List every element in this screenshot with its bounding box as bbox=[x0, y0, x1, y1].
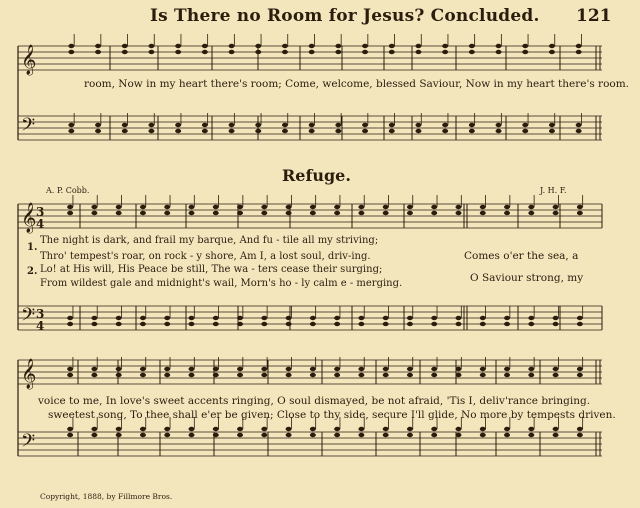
system3-bass-note bbox=[213, 427, 219, 431]
system1-bass-note bbox=[549, 123, 555, 127]
system1-bass-note bbox=[415, 123, 421, 127]
system3-treble-note bbox=[528, 367, 534, 371]
system3-bass-note bbox=[67, 433, 73, 437]
system3-bass-note bbox=[431, 433, 437, 437]
system2-treble-note bbox=[164, 205, 170, 209]
system1-bass-note bbox=[202, 129, 208, 133]
system1-bass-note bbox=[362, 123, 368, 127]
system2-treble-note bbox=[553, 211, 559, 215]
author-left: A. P. Cobb. bbox=[46, 186, 90, 195]
system2-treble-note bbox=[480, 211, 486, 215]
system3-treble-note bbox=[577, 373, 583, 377]
system1-bass-note bbox=[389, 129, 395, 133]
system1-bass-note bbox=[522, 123, 528, 127]
system2-treble-note bbox=[237, 211, 243, 215]
system1-bass-note bbox=[255, 123, 261, 127]
system3-bass-note bbox=[456, 427, 462, 431]
system2-bass-note bbox=[431, 322, 437, 326]
system2-treble-note bbox=[504, 211, 510, 215]
system2-bass-note bbox=[334, 316, 340, 320]
system2-treble-note bbox=[383, 205, 389, 209]
system1-bass-note bbox=[576, 123, 582, 127]
system1-bass-note bbox=[68, 129, 74, 133]
system3-treble-note bbox=[553, 367, 559, 371]
system1-bass-note bbox=[389, 123, 395, 127]
system1-bass-note bbox=[335, 129, 341, 133]
system1-bass-note bbox=[309, 123, 315, 127]
system2-bass-note bbox=[286, 316, 292, 320]
system1-treble-note bbox=[95, 50, 101, 54]
system2-bass-note bbox=[189, 316, 195, 320]
system2-treble-note bbox=[164, 211, 170, 215]
system2-bass-note bbox=[116, 322, 122, 326]
system3-bass-note bbox=[553, 427, 559, 431]
system2-treble-note bbox=[310, 205, 316, 209]
system2-bass-note bbox=[456, 316, 462, 320]
system1-treble-note bbox=[469, 44, 475, 48]
system1-bass-note bbox=[95, 129, 101, 133]
system3-treble-note bbox=[407, 367, 413, 371]
system1-treble-note bbox=[202, 50, 208, 54]
page-title: Is There no Room for Jesus? Concluded. bbox=[150, 6, 540, 26]
system2-bass-note bbox=[528, 322, 534, 326]
verse-number-2: 2. bbox=[27, 266, 38, 277]
system3-treble-note bbox=[91, 367, 97, 371]
system1-treble-note bbox=[522, 50, 528, 54]
system2-treble-note bbox=[261, 211, 267, 215]
time-sig-treble-bottom: 4 bbox=[36, 217, 45, 231]
system2-bass-note bbox=[383, 316, 389, 320]
system2-bass-note bbox=[91, 316, 97, 320]
system1-treble-note bbox=[68, 44, 74, 48]
system2-bass-note bbox=[480, 316, 486, 320]
system3-treble-note bbox=[358, 367, 364, 371]
system2-treble-note bbox=[286, 205, 292, 209]
system3-bass-note bbox=[431, 427, 437, 431]
system3-treble-note bbox=[577, 367, 583, 371]
system1-bass-note bbox=[202, 123, 208, 127]
system2-bass-note bbox=[334, 322, 340, 326]
system3-bass-note bbox=[164, 433, 170, 437]
system1-treble-note bbox=[148, 44, 154, 48]
system1-treble-note bbox=[175, 50, 181, 54]
system2-bass-note bbox=[577, 316, 583, 320]
system2-bass-note bbox=[504, 322, 510, 326]
system2-treble-note bbox=[261, 205, 267, 209]
system3-bass-note bbox=[334, 427, 340, 431]
system2-treble-note bbox=[358, 211, 364, 215]
system3-treble-note bbox=[140, 367, 146, 371]
system1-bass-note bbox=[496, 123, 502, 127]
system3-bass-clef: 𝄢 bbox=[21, 431, 36, 456]
refrain-line-2: O Saviour strong, my bbox=[470, 272, 584, 284]
system3-bass-note bbox=[553, 433, 559, 437]
system3-bass-note bbox=[528, 433, 534, 437]
system2-treble-note bbox=[67, 211, 73, 215]
system3-treble-note bbox=[261, 373, 267, 377]
system1-treble-note bbox=[362, 50, 368, 54]
system1-treble-note bbox=[95, 44, 101, 48]
system1-bass-note bbox=[469, 129, 475, 133]
system2-treble-note bbox=[140, 205, 146, 209]
system2-bass-note bbox=[310, 322, 316, 326]
system3-bass-note bbox=[504, 427, 510, 431]
system3-bass-note bbox=[577, 433, 583, 437]
system3-treble-note bbox=[528, 373, 534, 377]
system3-bass-note bbox=[310, 433, 316, 437]
system3-bass-note bbox=[310, 427, 316, 431]
system2-treble-note bbox=[358, 205, 364, 209]
system2-bass-note bbox=[310, 316, 316, 320]
system3-treble-note bbox=[431, 373, 437, 377]
system1-treble-note bbox=[442, 50, 448, 54]
system2-treble-note bbox=[334, 211, 340, 215]
system3-treble-note bbox=[383, 367, 389, 371]
system1-treble-note bbox=[255, 50, 261, 54]
system2-treble-note bbox=[213, 211, 219, 215]
system2-bass-note bbox=[261, 316, 267, 320]
system3-bass-note bbox=[164, 427, 170, 431]
system3-bass-note bbox=[91, 427, 97, 431]
system1-bass-note bbox=[442, 123, 448, 127]
system1-bass-note bbox=[229, 129, 235, 133]
system1-treble-note bbox=[496, 44, 502, 48]
time-sig-bass-top: 3 bbox=[36, 307, 45, 321]
verse-line-2: Thro' tempest's roar, on rock - y shore, Am I, a lost soul, driv-ing. bbox=[40, 251, 371, 262]
system1-treble-note bbox=[549, 44, 555, 48]
system1-treble-note bbox=[576, 50, 582, 54]
system3-bass-note bbox=[189, 433, 195, 437]
system3-bass-note bbox=[358, 433, 364, 437]
system3-treble-note bbox=[213, 367, 219, 371]
system3-treble-note bbox=[334, 367, 340, 371]
refrain-line-1: Comes o'er the sea, a bbox=[464, 250, 579, 262]
system2-bass-note bbox=[456, 322, 462, 326]
system2-bass-note bbox=[407, 322, 413, 326]
system2-treble-note bbox=[456, 205, 462, 209]
system3-treble-note bbox=[286, 373, 292, 377]
copyright-notice: Copyright, 1888, by Fillmore Bros. bbox=[40, 492, 173, 501]
system3-bass-note bbox=[504, 433, 510, 437]
system1-bass-note bbox=[496, 129, 502, 133]
system3-bass-note bbox=[480, 433, 486, 437]
system2-treble-note bbox=[67, 205, 73, 209]
system3-bass-note bbox=[140, 427, 146, 431]
system3-treble-clef: 𝄞 bbox=[21, 359, 37, 389]
system2-bass-note bbox=[116, 316, 122, 320]
system3-treble-note bbox=[504, 373, 510, 377]
system2-treble-note bbox=[334, 205, 340, 209]
system1-treble-clef: 𝄞 bbox=[21, 45, 37, 75]
system1-treble-note bbox=[309, 50, 315, 54]
time-sig-treble-top: 3 bbox=[36, 205, 45, 219]
system2-bass-note bbox=[91, 322, 97, 326]
system1-bass-note bbox=[175, 123, 181, 127]
system2-bass-note bbox=[237, 322, 243, 326]
system3-bass-note bbox=[213, 433, 219, 437]
system2-bass-note bbox=[286, 322, 292, 326]
system2-bass-note bbox=[213, 316, 219, 320]
system3-bass-note bbox=[383, 427, 389, 431]
system1-bass-note bbox=[335, 123, 341, 127]
system2-treble-note bbox=[504, 205, 510, 209]
system1-bass-note bbox=[122, 123, 128, 127]
system2-treble-note bbox=[91, 211, 97, 215]
system2-treble-note bbox=[383, 211, 389, 215]
system2-bass-note bbox=[237, 316, 243, 320]
system2-treble-note bbox=[407, 205, 413, 209]
system2-bass-note bbox=[431, 316, 437, 320]
system3-bass-note bbox=[116, 427, 122, 431]
time-sig-bass-bottom: 4 bbox=[36, 319, 45, 333]
system2-bass-clef: 𝄢 bbox=[21, 305, 36, 330]
system2-treble-note bbox=[431, 205, 437, 209]
system1-treble-note bbox=[442, 44, 448, 48]
system2-treble-note bbox=[528, 205, 534, 209]
system2-treble-note bbox=[577, 205, 583, 209]
system3-treble-note bbox=[286, 367, 292, 371]
system3-treble-note bbox=[91, 373, 97, 377]
lyric-line-3: voice to me, In love's sweet accents ringing, O soul dismayed, be not afraid, 'Tis I, deliv'rance bringing. bbox=[38, 395, 591, 407]
system1-bass-note bbox=[68, 123, 74, 127]
system3-bass-note bbox=[67, 427, 73, 431]
system2-bass-note bbox=[383, 322, 389, 326]
system1-treble-note bbox=[122, 50, 128, 54]
system1-treble-note bbox=[389, 44, 395, 48]
verse-number-1: 1. bbox=[27, 242, 38, 253]
system3-treble-note bbox=[504, 367, 510, 371]
system3-treble-note bbox=[310, 373, 316, 377]
system1-bass-note bbox=[95, 123, 101, 127]
system3-treble-note bbox=[67, 373, 73, 377]
system1-treble-note bbox=[148, 50, 154, 54]
system1-bass-clef: 𝄢 bbox=[21, 115, 36, 140]
system2-bass-note bbox=[480, 322, 486, 326]
verse-line-4: From wildest gale and midnight's wail, Morn's ho - ly calm e - merging. bbox=[40, 278, 403, 289]
system2-bass-note bbox=[528, 316, 534, 320]
system1-treble-note bbox=[309, 44, 315, 48]
system2-bass-note bbox=[164, 322, 170, 326]
system3-bass-note bbox=[91, 433, 97, 437]
system3-treble-note bbox=[431, 367, 437, 371]
system3-treble-note bbox=[261, 367, 267, 371]
system1-bass-note bbox=[442, 129, 448, 133]
system2-treble-note bbox=[553, 205, 559, 209]
system2-treble-clef: 𝄞 bbox=[21, 203, 37, 233]
system2-treble-note bbox=[528, 211, 534, 215]
system2-bass-note bbox=[213, 322, 219, 326]
system3-bass-note bbox=[140, 433, 146, 437]
system1-treble-note bbox=[122, 44, 128, 48]
system1-treble-note bbox=[282, 50, 288, 54]
system3-bass-note bbox=[237, 427, 243, 431]
system1-treble-note bbox=[202, 44, 208, 48]
system2-treble-note bbox=[577, 211, 583, 215]
system3-treble-note bbox=[358, 373, 364, 377]
system1-treble-note bbox=[282, 44, 288, 48]
system2-treble-note bbox=[480, 205, 486, 209]
system2-treble-note bbox=[213, 205, 219, 209]
system2-bass-note bbox=[407, 316, 413, 320]
system1-treble-note bbox=[576, 44, 582, 48]
system3-bass-note bbox=[237, 433, 243, 437]
system2-treble-note bbox=[407, 211, 413, 215]
system3-bass-note bbox=[286, 427, 292, 431]
system1-bass-note bbox=[309, 129, 315, 133]
system1-treble-note bbox=[229, 44, 235, 48]
system3-bass-note bbox=[358, 427, 364, 431]
system1-bass-note bbox=[282, 129, 288, 133]
system3-bass-note bbox=[577, 427, 583, 431]
system1-treble-note bbox=[522, 44, 528, 48]
system3-treble-note bbox=[310, 367, 316, 371]
system1-treble-note bbox=[469, 50, 475, 54]
system1-bass-note bbox=[522, 129, 528, 133]
system3-treble-note bbox=[456, 373, 462, 377]
system2-bass-note bbox=[553, 322, 559, 326]
system2-treble-note bbox=[456, 211, 462, 215]
system3-bass-note bbox=[480, 427, 486, 431]
system3-treble-note bbox=[480, 367, 486, 371]
system2-bass-note bbox=[189, 322, 195, 326]
system2-treble-note bbox=[116, 205, 122, 209]
system1-bass-note bbox=[576, 129, 582, 133]
system3-bass-note bbox=[261, 433, 267, 437]
system2-bass-note bbox=[261, 322, 267, 326]
system1-treble-note bbox=[335, 44, 341, 48]
system1-lyric: room, Now in my heart there's room; Come, welcome, blessed Saviour, Now in my heart there's room. bbox=[84, 78, 630, 90]
system2-bass-note bbox=[164, 316, 170, 320]
lyric-line-4: sweetest song, To thee shall e'er be given; Close to thy side, secure I'll glide, No more by tempests driven. bbox=[48, 409, 616, 421]
system3-treble-note bbox=[383, 373, 389, 377]
system3-treble-note bbox=[213, 373, 219, 377]
system3-bass-note bbox=[261, 427, 267, 431]
system3-treble-note bbox=[407, 373, 413, 377]
system1-bass-note bbox=[229, 123, 235, 127]
system3-treble-note bbox=[553, 373, 559, 377]
system3-treble-note bbox=[140, 373, 146, 377]
system1-bass-note bbox=[549, 129, 555, 133]
system3-treble-note bbox=[189, 367, 195, 371]
system2-treble-note bbox=[189, 205, 195, 209]
system3-bass-note bbox=[116, 433, 122, 437]
system2-bass-note bbox=[67, 322, 73, 326]
system3-bass-note bbox=[528, 427, 534, 431]
system3-bass-note bbox=[383, 433, 389, 437]
system2-bass-note bbox=[553, 316, 559, 320]
system2-treble-note bbox=[91, 205, 97, 209]
system2-treble-note bbox=[310, 211, 316, 215]
system2-bass-note bbox=[577, 322, 583, 326]
system1-treble-note bbox=[68, 50, 74, 54]
system3-bass-note bbox=[456, 433, 462, 437]
system3-bass-note bbox=[189, 427, 195, 431]
system2-treble-note bbox=[237, 205, 243, 209]
system3-treble-note bbox=[237, 367, 243, 371]
system2-bass-note bbox=[358, 322, 364, 326]
system2-bass-note bbox=[504, 316, 510, 320]
system3-bass-note bbox=[334, 433, 340, 437]
system1-bass-note bbox=[175, 129, 181, 133]
system2-bass-note bbox=[358, 316, 364, 320]
system1-bass-note bbox=[148, 123, 154, 127]
system1-treble-note bbox=[362, 44, 368, 48]
system2-bass-note bbox=[140, 322, 146, 326]
system1-bass-note bbox=[282, 123, 288, 127]
system1-treble-note bbox=[415, 44, 421, 48]
system1-bass-note bbox=[415, 129, 421, 133]
system1-treble-note bbox=[175, 44, 181, 48]
system3-treble-note bbox=[456, 367, 462, 371]
system1-bass-note bbox=[255, 129, 261, 133]
system1-bass-note bbox=[469, 123, 475, 127]
system2-treble-note bbox=[286, 211, 292, 215]
system3-treble-note bbox=[164, 373, 170, 377]
system2-treble-note bbox=[140, 211, 146, 215]
system2-bass-note bbox=[67, 316, 73, 320]
system3-bass-note bbox=[407, 427, 413, 431]
system2-bass-note bbox=[140, 316, 146, 320]
system3-treble-note bbox=[189, 373, 195, 377]
system3-treble-note bbox=[116, 373, 122, 377]
author-right: J. H. F. bbox=[540, 186, 567, 195]
system1-treble-note bbox=[496, 50, 502, 54]
system1-bass-note bbox=[362, 129, 368, 133]
system2-treble-note bbox=[189, 211, 195, 215]
system1-bass-note bbox=[122, 129, 128, 133]
page-number: 121 bbox=[576, 6, 612, 26]
system1-bass-note bbox=[148, 129, 154, 133]
system3-bass-note bbox=[407, 433, 413, 437]
system1-treble-note bbox=[255, 44, 261, 48]
system2-treble-note bbox=[116, 211, 122, 215]
verse-line-3: Lo! at His will, His Peace be still, The wa - ters cease their surging; bbox=[40, 264, 383, 275]
system3-bass-note bbox=[286, 433, 292, 437]
system3-treble-note bbox=[164, 367, 170, 371]
system1-treble-note bbox=[229, 50, 235, 54]
system1-treble-note bbox=[549, 50, 555, 54]
system3-treble-note bbox=[116, 367, 122, 371]
hymn-title: Refuge. bbox=[282, 166, 351, 185]
system1-treble-note bbox=[389, 50, 395, 54]
system3-treble-note bbox=[237, 373, 243, 377]
system3-treble-note bbox=[67, 367, 73, 371]
system3-treble-note bbox=[480, 373, 486, 377]
system2-treble-note bbox=[431, 211, 437, 215]
system1-treble-note bbox=[335, 50, 341, 54]
system1-treble-note bbox=[415, 50, 421, 54]
verse-line-1: The night is dark, and frail my barque, And fu - tile all my striving; bbox=[40, 235, 379, 246]
system3-treble-note bbox=[334, 373, 340, 377]
